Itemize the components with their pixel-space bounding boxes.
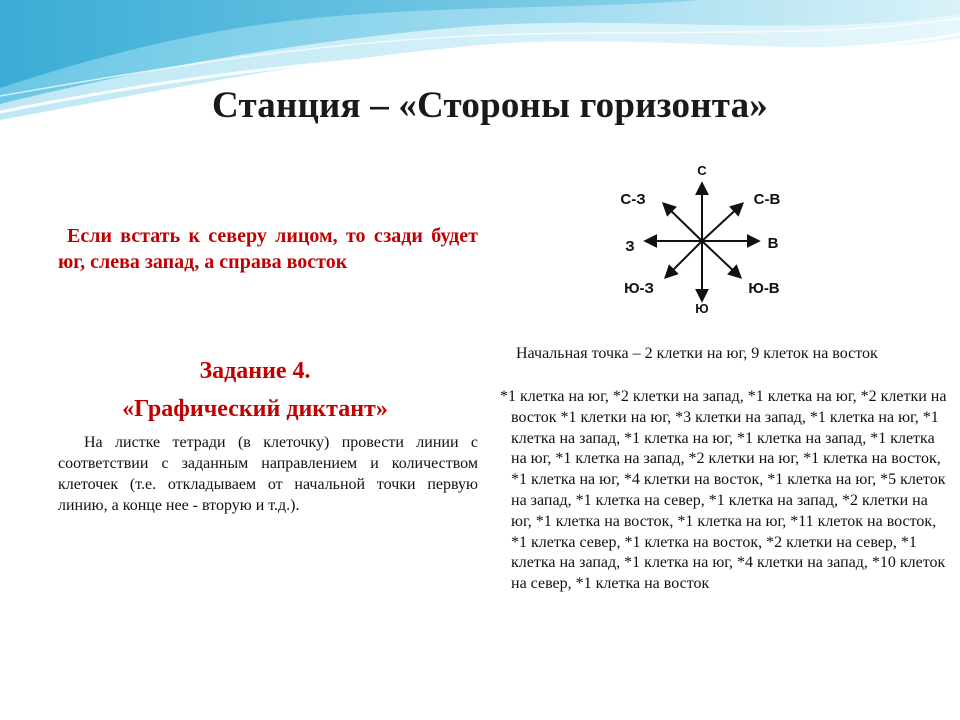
orientation-rule: Если встать к северу лицом, то сзади будет юг, слева запад, а справа восток [58,225,478,273]
label-west: З [625,238,635,255]
label-northwest: С-З [620,191,646,208]
label-northeast: С-В [753,191,781,208]
task-number: Задание 4. [199,358,311,384]
label-south: Ю [695,301,709,316]
label-southwest: Ю-З [624,280,654,297]
start-point-text: Начальная точка – 2 клетки на юг, 9 клеток на восток [516,345,878,362]
slide-title: Станция – «Стороны горизонта» [212,85,768,126]
label-southeast: Ю-В [748,280,780,297]
arrow-southwest [666,241,702,277]
label-east: В [767,235,779,252]
label-north: С [697,163,707,178]
task-name: «Графический диктант» [122,396,388,422]
task-description: На листке тетради (в клеточку) провести линии с соответствии с заданным направлением и количеством клеточек (т.е. откладываем от начальной точки первую линию, а конце нее - вторую и т.д.). [58,434,478,514]
arrow-southeast [702,241,740,277]
arrow-northwest [664,204,702,241]
arrow-northeast [702,204,742,241]
dictation-instructions: *1 клетка на юг, *2 клетки на запад, *1 клетка на юг, *2 клетки на восток *1 клетки на юг, *3 клетки на запад, *1 клетка на юг, *1 клетка на запад, *1 клетка на юг, *1 клетка на запад, *1 клетка на юг, *1 клетка на запад, *2 клетки на юг, *1 клетка на восток, *1 клетка на юг, *4 клетки на восток, *1 клетка на юг, *5 клеток на запад, *1 клетка на север, *1 клетка на запад, *2 клетки на юг, *1 клетка на восток, *1 клетка на юг, *11 клеток на восток, *1 клетка север, *1 клетка на восток, *2 клетки на север, *1 клетка на запад, *1 клетка на юг, *4 клетки на запад, *10 клеток на север, *1 клетка на восток [500,388,947,593]
compass-rose [606,140,809,330]
task-heading [60,352,450,428]
compass-diagram [606,140,809,330]
